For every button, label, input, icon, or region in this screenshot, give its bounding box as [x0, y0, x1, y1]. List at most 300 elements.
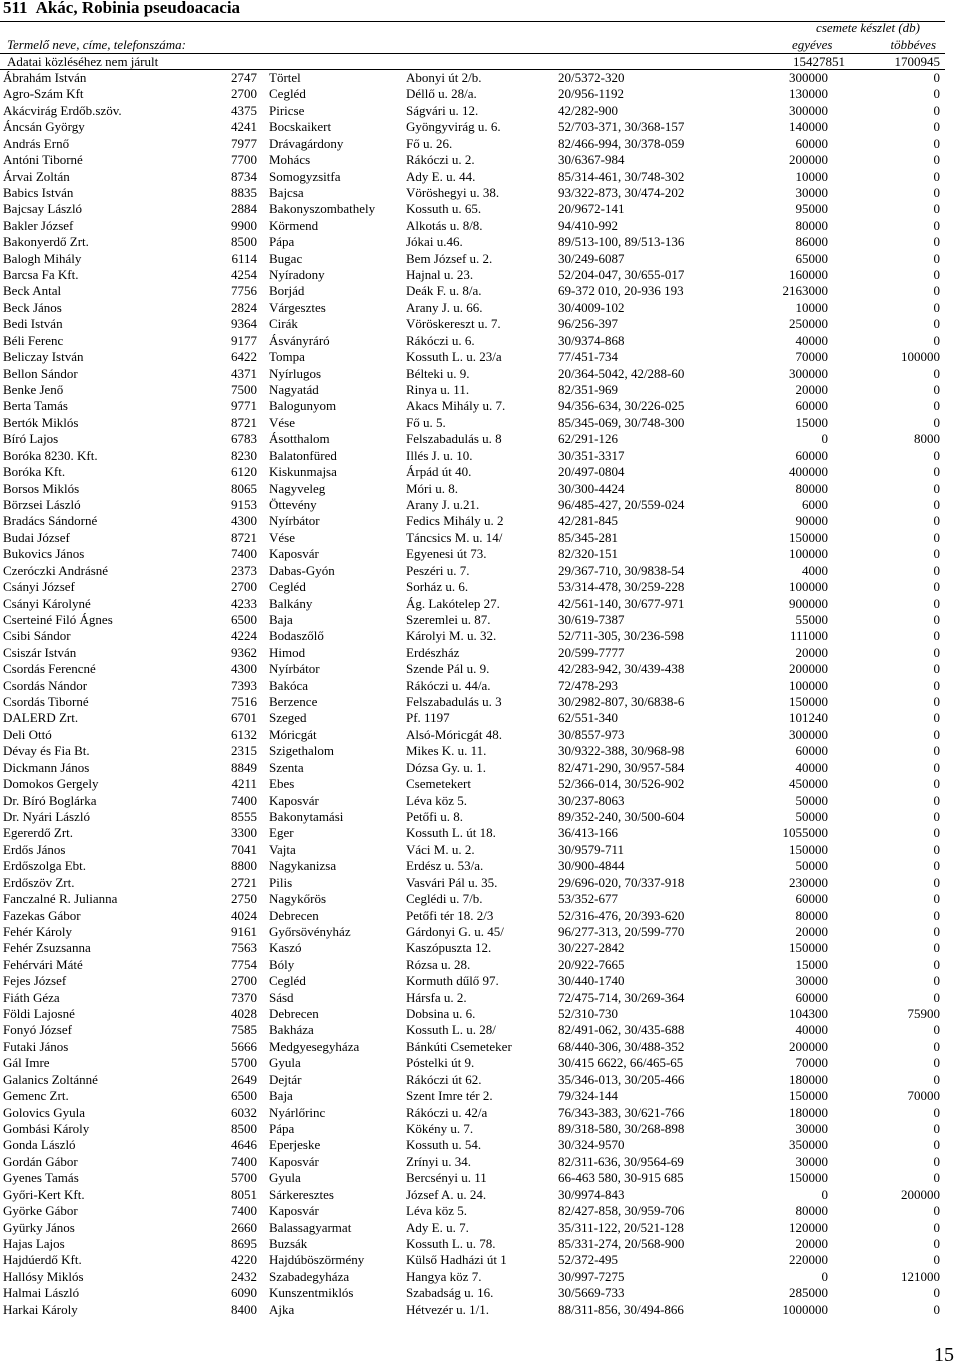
one-year-stock: 4000: [802, 562, 828, 578]
one-year-stock: 130000: [789, 86, 828, 102]
multi-year-stock: 75900: [907, 1006, 940, 1022]
multi-year-stock: 0: [933, 283, 940, 299]
multi-year-stock: 0: [933, 267, 940, 283]
postal-code: 5700: [231, 1170, 257, 1186]
city: Kaszó: [269, 940, 302, 956]
table-row: [0, 891, 945, 907]
phone: 20/5372-320: [558, 70, 625, 85]
phone: 30/4009-102: [558, 299, 625, 315]
street-address: Léva köz 5.: [406, 1203, 468, 1219]
postal-code: 4646: [231, 1137, 257, 1153]
one-year-stock: 100000: [789, 579, 828, 595]
street-address: Ságvári u. 12.: [406, 102, 479, 118]
one-year-stock: 150000: [789, 940, 828, 956]
street-address: Kossuth u. 54.: [406, 1137, 482, 1153]
multi-year-stock: 0: [933, 1071, 940, 1087]
multi-year-stock: 0: [933, 398, 940, 414]
multi-year-stock: 70000: [907, 1088, 940, 1104]
multi-year-column-header: többéves: [890, 37, 936, 52]
one-year-stock: 80000: [795, 1203, 828, 1219]
street-address: Bercsényi u. 11: [406, 1170, 487, 1186]
postal-code: 6090: [231, 1285, 257, 1301]
multi-year-stock: 0: [933, 858, 940, 874]
table-row: [0, 136, 945, 152]
multi-year-stock: 0: [933, 513, 940, 529]
producer-name: Gál Imre: [3, 1055, 50, 1071]
producer-name: Fonyó József: [3, 1022, 72, 1038]
phone: 30/351-3317: [558, 447, 625, 463]
one-year-stock: 40000: [795, 332, 828, 348]
phone: 96/256-397: [558, 316, 618, 332]
phone: 20/364-5042, 42/288-60: [558, 365, 685, 381]
producer-name: Benke Jenő: [3, 382, 64, 398]
multi-year-stock: 0: [933, 808, 940, 824]
multi-year-stock: 0: [933, 710, 940, 726]
table-row: [0, 513, 945, 529]
phone: 85/314-461, 30/748-302: [558, 168, 685, 184]
postal-code: 6032: [231, 1104, 257, 1120]
multi-year-stock: 0: [933, 940, 940, 956]
producer-name: Berta Tamás: [3, 398, 68, 414]
city: Nagyveleg: [269, 480, 326, 496]
city: Vése: [269, 414, 295, 430]
one-year-stock: 30000: [795, 1121, 828, 1136]
multi-year-stock: 0: [933, 726, 940, 742]
multi-year-stock: 0: [933, 677, 940, 693]
producer-name: Csibi Sándor: [3, 628, 71, 644]
phone: 30/8557-973: [558, 726, 625, 742]
table-row: [0, 70, 945, 86]
producer-name: Erdőszolga Ebt.: [3, 858, 87, 874]
city: Nagykanizsa: [269, 858, 337, 874]
street-address: József A. u. 24.: [406, 1186, 487, 1202]
postal-code: 8230: [231, 447, 257, 463]
multi-year-stock: 0: [933, 661, 940, 677]
multi-year-stock: 0: [933, 841, 940, 857]
producer-name: Bellon Sándor: [3, 365, 78, 381]
postal-code: 4224: [231, 628, 257, 644]
one-year-stock: 40000: [795, 1022, 828, 1038]
city: Nyíradony: [269, 267, 325, 283]
city: Balkány: [269, 595, 313, 611]
city: Pilis: [269, 874, 293, 890]
multi-year-stock: 0: [933, 792, 940, 808]
street-address: Kossuth L. u. 78.: [406, 1235, 496, 1251]
producer-name: Gordán Gábor: [3, 1153, 78, 1169]
producer-name: Golovics Gyula: [3, 1104, 85, 1120]
street-address: Petőfi u. 8.: [406, 808, 464, 824]
producer-name: András Ernő: [3, 135, 70, 151]
one-year-stock: 60000: [795, 398, 828, 414]
stock-column-header: csemete készlet (db): [816, 20, 920, 35]
multi-year-stock: 0: [933, 102, 940, 118]
table-row: [0, 382, 945, 398]
multi-year-stock: 0: [933, 1137, 940, 1153]
one-year-stock: 150000: [789, 529, 828, 545]
multi-year-stock: 0: [933, 86, 940, 102]
one-year-stock: 60000: [795, 743, 828, 759]
postal-code: 7500: [231, 382, 257, 398]
postal-code: 7756: [231, 283, 257, 299]
one-year-stock: 20000: [795, 382, 828, 398]
city: Ásotthalom: [269, 431, 330, 447]
phone: 53/352-677: [558, 891, 618, 907]
postal-code: 2373: [231, 562, 257, 578]
street-address: Szende Pál u. 9.: [406, 661, 490, 677]
street-address: Kökény u. 7.: [406, 1121, 474, 1136]
multi-year-stock: 0: [933, 299, 940, 315]
producer-name: Győri-Kert Kft.: [3, 1186, 85, 1202]
one-year-stock: 200000: [789, 152, 828, 168]
table-row: [0, 1269, 945, 1285]
table-row: [0, 1285, 945, 1301]
city: Tompa: [269, 349, 305, 365]
multi-year-stock: 0: [933, 217, 940, 233]
phone: 52/372-495: [558, 1252, 618, 1268]
multi-year-stock: 0: [933, 989, 940, 1005]
phone: 52/310-730: [558, 1006, 618, 1022]
multi-year-stock: 0: [933, 595, 940, 611]
postal-code: 7400: [231, 792, 257, 808]
multi-year-stock: 121000: [901, 1268, 940, 1284]
phone: 42/281-845: [558, 513, 618, 529]
street-address: Dobsina u. 6.: [406, 1006, 476, 1022]
table-row: [0, 760, 945, 776]
multi-year-stock: 8000: [914, 431, 940, 447]
city: Borjád: [269, 283, 305, 299]
postal-code: 6500: [231, 1088, 257, 1104]
producer-name: Agro-Szám Kft: [3, 86, 84, 102]
species-title: [3, 0, 240, 18]
phone: 82/471-290, 30/957-584: [558, 759, 685, 775]
producer-name: Hajdúerdő Kft.: [3, 1252, 82, 1268]
phone: 93/322-873, 30/474-202: [558, 184, 685, 200]
one-year-stock: 20000: [795, 923, 828, 939]
one-year-stock: 15000: [795, 956, 828, 972]
one-year-stock: 300000: [789, 102, 828, 118]
one-year-stock: 100000: [789, 677, 828, 693]
phone: 29/696-020, 70/337-918: [558, 874, 685, 890]
producer-name: Hajas Lajos: [3, 1235, 65, 1251]
producer-name: Börzsei László: [3, 496, 81, 512]
postal-code: 9771: [231, 398, 257, 414]
street-address: Déllő u. 28/a.: [406, 86, 477, 102]
street-address: Akacs Mihály u. 7.: [406, 398, 506, 414]
postal-code: 5700: [231, 1055, 257, 1071]
city: Bugac: [269, 250, 303, 266]
producer-name: Gemenc Zrt.: [3, 1088, 69, 1104]
producer-name: Harkai Károly: [3, 1301, 78, 1317]
one-year-stock: 200000: [789, 661, 828, 677]
one-year-stock: 101240: [789, 710, 828, 726]
postal-code: 2750: [231, 891, 257, 907]
city: Győrsövényház: [269, 923, 351, 939]
phone: 52/366-014, 30/526-902: [558, 776, 685, 792]
table-row: [0, 464, 945, 480]
city: Kaposvár: [269, 1153, 319, 1169]
city: Debrecen: [269, 1006, 319, 1022]
producer-name: Halmai László: [3, 1285, 80, 1301]
one-year-stock: 50000: [795, 808, 828, 824]
phone: 82/466-994, 30/378-059: [558, 135, 685, 151]
postal-code: 2649: [231, 1071, 257, 1087]
one-year-stock: 10000: [795, 299, 828, 315]
phone: 52/316-476, 20/393-620: [558, 907, 685, 923]
multi-year-stock: 0: [933, 973, 940, 989]
multi-year-stock: 0: [933, 152, 940, 168]
phone: 20/956-1192: [558, 86, 624, 102]
city: Szigethalom: [269, 743, 334, 759]
producer-name: Csányi József: [3, 579, 75, 595]
phone: 82/427-858, 30/959-706: [558, 1203, 685, 1219]
one-year-stock: 180000: [789, 1071, 828, 1087]
postal-code: 6120: [231, 464, 257, 480]
phone: 35/311-122, 20/521-128: [558, 1219, 684, 1235]
one-year-stock: 900000: [789, 595, 828, 611]
street-address: Petőfi tér 18. 2/3: [406, 907, 494, 923]
one-year-column-header: egyéves: [792, 37, 833, 52]
producer-name: Beck János: [3, 299, 62, 315]
postal-code: 4300: [231, 513, 257, 529]
species-name: Akác, Robinia pseudoacacia: [35, 0, 241, 17]
city: Ebes: [269, 776, 295, 792]
phone: 85/345-281: [558, 529, 618, 545]
postal-code: 8051: [231, 1186, 257, 1202]
one-year-stock: 0: [821, 431, 828, 447]
postal-code: 2700: [231, 579, 257, 595]
summary-label: Adatai közléséhez nem járult: [7, 54, 159, 69]
one-year-stock: 60000: [795, 891, 828, 907]
one-year-stock: 220000: [789, 1252, 828, 1268]
producer-name: Bradács Sándorné: [3, 513, 98, 529]
city: Ásványráró: [269, 332, 330, 348]
multi-year-stock: 0: [933, 1301, 940, 1317]
city: Móricgát: [269, 726, 317, 742]
multi-year-stock: 0: [933, 1219, 940, 1235]
one-year-stock: 1000000: [782, 1301, 828, 1317]
multi-year-stock: 0: [933, 250, 940, 266]
phone: 52/711-305, 30/236-598: [558, 628, 684, 644]
city: Cegléd: [269, 973, 306, 989]
city: Szabadegyháza: [269, 1268, 350, 1284]
postal-code: 7585: [231, 1022, 257, 1038]
one-year-stock: 350000: [789, 1137, 828, 1153]
multi-year-stock: 0: [933, 1235, 940, 1251]
multi-year-stock: 0: [933, 365, 940, 381]
postal-code: 4220: [231, 1252, 257, 1268]
phone: 30/300-4424: [558, 480, 625, 496]
city: Gyula: [269, 1055, 301, 1071]
multi-year-stock: 0: [933, 184, 940, 200]
multi-year-stock: 0: [933, 874, 940, 890]
producer-name: Csordás Tiborné: [3, 694, 89, 710]
multi-year-stock: 0: [933, 956, 940, 972]
one-year-stock: 40000: [795, 759, 828, 775]
table-row: [0, 1170, 945, 1186]
city: Balassagyarmat: [269, 1219, 352, 1235]
multi-year-stock: 0: [933, 1203, 940, 1219]
phone: 77/451-734: [558, 349, 618, 365]
multi-year-stock: 0: [933, 332, 940, 348]
phone: 96/485-427, 20/559-024: [558, 496, 685, 512]
street-address: Gárdonyi G. u. 45/: [406, 923, 504, 939]
street-address: Szeremlei u. 87.: [406, 611, 491, 627]
multi-year-stock: 0: [933, 382, 940, 398]
one-year-stock: 20000: [795, 1235, 828, 1251]
street-address: Kormuth dűlő 97.: [406, 973, 499, 989]
phone: 68/440-306, 30/488-352: [558, 1038, 685, 1054]
table-row: [0, 579, 945, 595]
multi-year-stock: 0: [933, 70, 940, 85]
postal-code: 8400: [231, 1301, 257, 1317]
multi-year-stock: 0: [933, 907, 940, 923]
postal-code: 7400: [231, 546, 257, 562]
producer-name: Györke Gábor: [3, 1203, 78, 1219]
producer-name: Bajcsay László: [3, 201, 83, 217]
producer-name: Béli Ferenc: [3, 332, 64, 348]
city: Himod: [269, 644, 306, 660]
postal-code: 3300: [231, 825, 257, 841]
city: Hajdúböszörmény: [269, 1252, 365, 1268]
one-year-stock: 300000: [789, 726, 828, 742]
street-address: Fő u. 5.: [406, 414, 446, 430]
phone: 72/475-714, 30/269-364: [558, 989, 685, 1005]
producer-name: Erdőszöv Zrt.: [3, 874, 75, 890]
phone: 20/922-7665: [558, 956, 625, 972]
multi-year-stock: 0: [933, 611, 940, 627]
city: Eperjeske: [269, 1137, 321, 1153]
one-year-stock: 200000: [789, 1038, 828, 1054]
postal-code: 7041: [231, 841, 257, 857]
table-row: [0, 497, 945, 513]
street-address: Arany J. u. 66.: [406, 299, 483, 315]
phone: 42/282-900: [558, 102, 618, 118]
one-year-stock: 150000: [789, 841, 828, 857]
phone: 30/440-1740: [558, 973, 625, 989]
multi-year-stock: 0: [933, 496, 940, 512]
table-row: [0, 776, 945, 792]
multi-year-stock: 0: [933, 743, 940, 759]
postal-code: 2432: [231, 1268, 257, 1284]
street-address: Léva köz 5.: [406, 792, 468, 808]
table-row: [0, 1055, 945, 1071]
producer-name: Csordás Nándor: [3, 677, 88, 693]
city: Bakonyszombathely: [269, 201, 376, 217]
street-address: Hársfa u. 2.: [406, 989, 467, 1005]
phone: 52/204-047, 30/655-017: [558, 267, 685, 283]
producer-name: Dr. Nyári László: [3, 808, 91, 824]
phone: 30/9579-711: [558, 841, 624, 857]
producer-name: Csányi Károlyné: [3, 595, 91, 611]
producer-name: Barcsa Fa Kft.: [3, 267, 79, 283]
street-address: Rinya u. 11.: [406, 382, 470, 398]
table-row: [0, 1154, 945, 1170]
city: Sárkeresztes: [269, 1186, 334, 1202]
producer-name: Babics István: [3, 184, 74, 200]
producer-name: Beliczay István: [3, 349, 84, 365]
table-row: [0, 612, 945, 628]
table-row: [0, 924, 945, 940]
city: Bakonytamási: [269, 808, 344, 824]
street-address: Gyöngyvirág u. 6.: [406, 119, 501, 135]
postal-code: 8734: [231, 168, 257, 184]
phone: 30/249-6087: [558, 250, 625, 266]
table-row: [0, 990, 945, 1006]
postal-code: 7754: [231, 956, 257, 972]
street-address: Arany J. u.21.: [406, 496, 480, 512]
postal-code: 8849: [231, 759, 257, 775]
phone: 85/331-274, 20/568-900: [558, 1235, 685, 1251]
multi-year-stock: 0: [933, 447, 940, 463]
postal-code: 8695: [231, 1235, 257, 1251]
producer-name: Erdős János: [3, 841, 66, 857]
producer-name: Gonda László: [3, 1137, 76, 1153]
postal-code: 7393: [231, 677, 257, 693]
producer-name: Egererdő Zrt.: [3, 825, 74, 841]
producer-name: Boróka 8230. Kft.: [3, 447, 98, 463]
one-year-stock: 100000: [789, 546, 828, 562]
postal-code: 9153: [231, 496, 257, 512]
producer-name: Deli Ottó: [3, 726, 52, 742]
city: Buzsák: [269, 1235, 308, 1251]
phone: 29/367-710, 30/9838-54: [558, 562, 685, 578]
producer-name: Árvai Zoltán: [3, 168, 70, 184]
one-year-stock: 20000: [795, 644, 828, 660]
street-address: Fő u. 26.: [406, 135, 453, 151]
postal-code: 4211: [231, 776, 257, 792]
city: Bajcsa: [269, 184, 304, 200]
postal-code: 6783: [231, 431, 257, 447]
producer-name: Futaki János: [3, 1038, 69, 1054]
city: Cegléd: [269, 579, 306, 595]
table-row: [0, 415, 945, 431]
table-row: [0, 957, 945, 973]
street-address: Zrínyi u. 34.: [406, 1153, 471, 1169]
multi-year-stock: 0: [933, 234, 940, 250]
table-row: [0, 481, 945, 497]
city: Medgyesegyháza: [269, 1038, 360, 1054]
multi-year-stock: 0: [933, 579, 940, 595]
street-address: Felszabadulás u. 3: [406, 694, 502, 710]
one-year-stock: 60000: [795, 135, 828, 151]
postal-code: 4028: [231, 1006, 257, 1022]
postal-code: 8835: [231, 184, 257, 200]
postal-code: 2700: [231, 86, 257, 102]
street-address: Alkotás u. 8/8.: [406, 217, 483, 233]
street-address: Pf. 1197: [406, 710, 450, 726]
multi-year-stock: 0: [933, 135, 940, 151]
phone: 30/237-8063: [558, 792, 625, 808]
one-year-stock: 50000: [795, 858, 828, 874]
phone: 66-463 580, 30-915 685: [558, 1170, 684, 1186]
street-address: Kossuth L. út 18.: [406, 825, 496, 841]
postal-code: 9364: [231, 316, 257, 332]
street-address: Ady E. u. 44.: [406, 168, 476, 184]
postal-code: 2884: [231, 201, 257, 217]
street-address: Rákóczi u. 6.: [406, 332, 475, 348]
street-address: Kossuth L. u. 23/a: [406, 349, 502, 365]
postal-code: 5666: [231, 1038, 257, 1054]
postal-code: 2824: [231, 299, 257, 315]
street-address: Illés J. u. 10.: [406, 447, 473, 463]
one-year-stock: 300000: [789, 365, 828, 381]
producer-name: Fazekas Gábor: [3, 907, 81, 923]
table-row: [0, 1022, 945, 1038]
postal-code: 7516: [231, 694, 257, 710]
city: Öttevény: [269, 496, 317, 512]
postal-code: 4024: [231, 907, 257, 923]
table-row: [0, 793, 945, 809]
